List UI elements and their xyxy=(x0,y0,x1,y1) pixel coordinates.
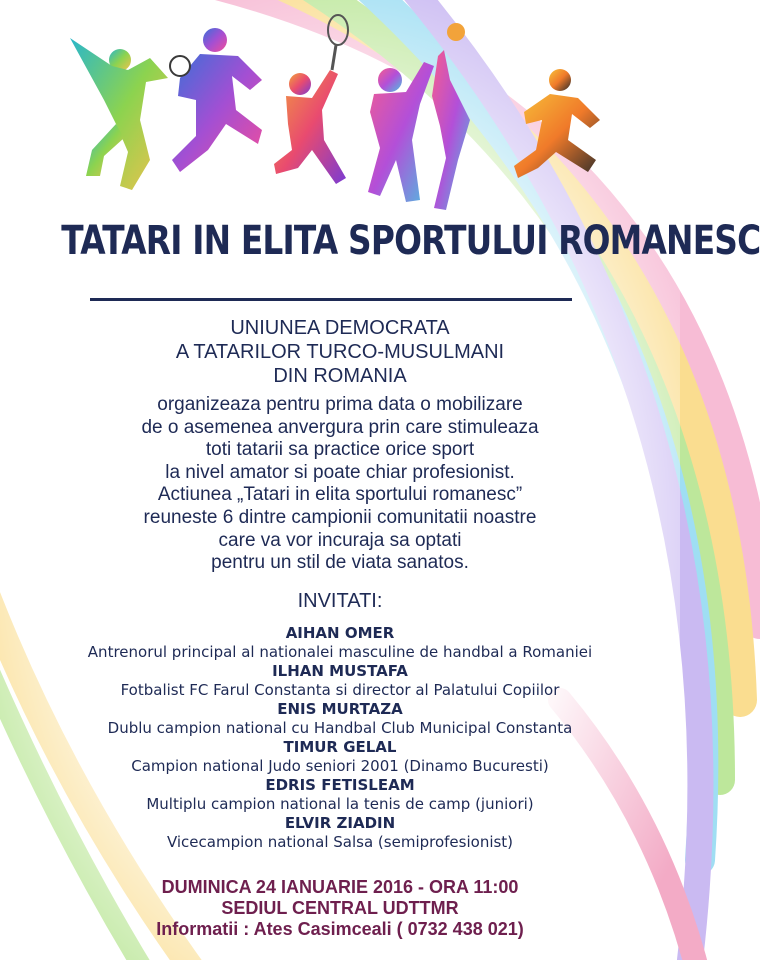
guest-description: Antrenorul principal al nationalei masculine de handbal a Romaniei xyxy=(87,643,593,661)
athletes-illustration xyxy=(0,0,680,215)
guest-name: ENIS MURTAZA xyxy=(277,700,403,718)
description-line: care va vor incuraja sa optati xyxy=(218,529,462,551)
event-location: SEDIUL CENTRAL UDTTMR xyxy=(221,898,459,918)
guest-name: EDRIS FETISLEAM xyxy=(265,776,415,794)
description-line: de o asemenea anvergura prin care stimuleaza xyxy=(141,416,539,438)
soccer-player-icon xyxy=(170,28,262,172)
guest-description: Fotbalist FC Farul Constanta si director al Palatului Copiilor xyxy=(120,681,560,699)
description-line: la nivel amator si poate chiar profesionist. xyxy=(165,461,515,483)
event-contact: Informatii : Ates Casimceali ( 0732 438 021) xyxy=(156,919,524,939)
guests-list xyxy=(0,624,680,852)
organizer-block xyxy=(0,316,680,388)
page-title: TATARI IN ELITA SPORTULUI ROMANESC xyxy=(61,218,760,264)
description-line: toti tatarii sa practice orice sport xyxy=(205,439,475,461)
description-line: pentru un stil de viata sanatos. xyxy=(211,552,469,574)
description-line: organizeaza pentru prima data o mobilizare xyxy=(157,394,523,415)
guests-heading: INVITATI: xyxy=(297,590,383,612)
organizer-line: DIN ROMANIA xyxy=(273,365,407,387)
description-line: reuneste 6 dintre campionii comunitatii noastre xyxy=(143,506,537,528)
guest-name: ELVIR ZIADIN xyxy=(284,814,396,832)
tennis-player-icon xyxy=(274,15,348,184)
description-block xyxy=(0,394,680,575)
guest-description: Vicecampion national Salsa (semiprofesionist) xyxy=(166,833,514,851)
basketball-player-icon xyxy=(368,62,434,202)
guest-description: Multiplu campion national la tenis de camp (juniori) xyxy=(146,795,534,813)
event-details xyxy=(0,877,680,940)
runner-icon xyxy=(514,69,600,178)
guest-description: Campion national Judo seniori 2001 (Dinamo Bucuresti) xyxy=(131,757,549,775)
guest-name: AIHAN OMER xyxy=(285,624,395,642)
guest-name: TIMUR GELAL xyxy=(283,738,397,756)
guest-name: ILHAN MUSTAFA xyxy=(272,662,408,680)
title-divider xyxy=(90,298,572,301)
event-date-time: DUMINICA 24 IANUARIE 2016 - ORA 11:00 xyxy=(161,877,519,897)
gymnast-icon xyxy=(432,23,470,210)
guest-description: Dublu campion national cu Handbal Club Municipal Constanta xyxy=(107,719,573,737)
organizer-line: UNIUNEA DEMOCRATA xyxy=(230,317,450,339)
volleyball-player-icon xyxy=(70,38,168,190)
description-line: Actiunea „Tatari in elita sportului romanesc” xyxy=(157,484,523,506)
organizer-line: A TATARILOR TURCO-MUSULMANI xyxy=(175,341,505,363)
